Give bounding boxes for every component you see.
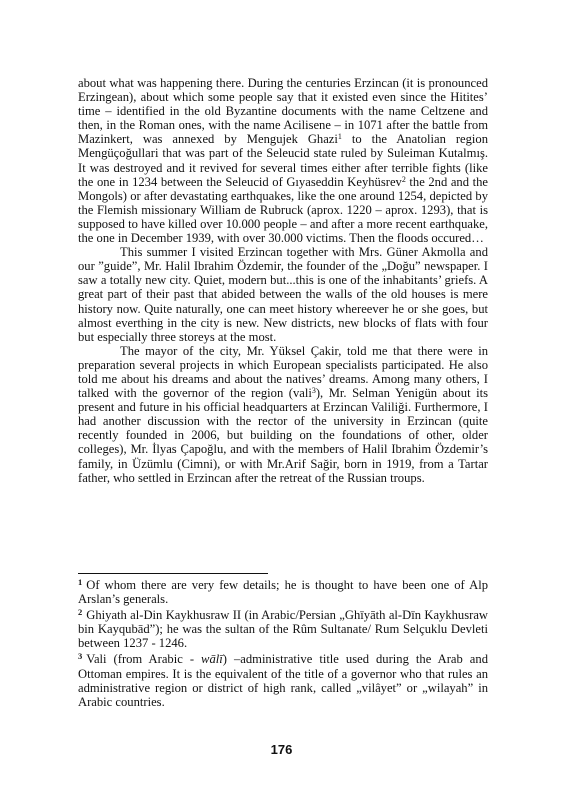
paragraph-1-part-2: to the Anatolian region Mengüçoğullari that was part of the Seleucid state ruled by Suleiman Kutalmış. It was destroyed and it revived for several times either after terrible fights (like the one in 1234 between the Seleucid of Gıyaseddin Keyhüsrev xyxy=(78,132,488,189)
paragraph-1 xyxy=(78,76,488,245)
paragraph-1-part-1: about what was happening there. During the centuries Erzincan (it is pronounced Erzingean), about which some people say that it existed even since the Hitites’ time – identified in the old Byzantine documents with the name Celtzene and then, in the Roman ones, with the name Acilisene – in 1071 after the battle from Mazinkert, was annexed by Mengujek Ghazi xyxy=(78,76,488,147)
footnote-divider xyxy=(78,573,268,574)
paragraph-1-part-3: the 2nd and the Mongols) or after devastating earthquakes, like the one around 1254, depicted by the Flemish missionary William de Rubruck (aprox. 1220 – aprox. 1293), that is supposed to have killed over 10.000 people – and after a more recent earthquake, the one in December 1939, with over 30.000 victims. Then the floods occured… xyxy=(78,174,488,246)
footnote-3-text-2: ) –administrative title used during the Arab and Ottoman empires. It is the equivalent of the title of a governor who that rules an administrative region or district of high rank, called „vilâyet” or „wilayah” in Arabic countries. xyxy=(78,652,488,709)
body-text xyxy=(78,76,488,485)
paragraph-3 xyxy=(78,344,488,485)
paragraph-3-part-2: ), Mr. Selman Yenigün about its present and future in his official headquarters at Erzincan Valiliği. Furthermore, I had another discussion with the rector of the university in Erzincan (quite recently founded in 2006, but building on the foundations of other, older colleges), Mr. İlyas Çapoğlu, and with the members of Halil Ibrahim Özdemir’s family, in Üzümlu (Cimni), or with Mr.Arif Sağir, born in 1919, from a Tartar father, who settled in Erzincan after the retreat of the Russian troups. xyxy=(78,386,488,485)
footnote-ref-3: 3 xyxy=(311,386,316,396)
paragraph-2: This summer I visited Erzincan together with Mrs. Güner Akmolla and our ”guide”, Mr. Halil Ibrahim Özdemir, the founder of the „Doğu” newspaper. I saw a totally new city. Quiet, modern but...this is one of the inhabitants’ griefs. A great part of their past that abided between the walls of the old houses is mere history now. Quite naturally, one can meet history whereever he or she goes, but almost everthing in the city is new. New districts, new blocks of flats with four but especially three storeys at the most. xyxy=(78,245,488,344)
footnotes xyxy=(78,578,488,711)
footnote-1 xyxy=(78,578,488,606)
footnote-1-text: Of whom there are very few details; he is thought to have been one of Alp Arslan’s generals. xyxy=(78,578,488,607)
footnote-3-text-1: Vali (from Arabic - xyxy=(86,652,202,667)
footnote-3-mark: 3 xyxy=(78,651,83,662)
footnote-ref-2: 2 xyxy=(401,174,406,184)
footnote-2-text: Ghiyath al-Din Kaykhusraw II (in Arabic/Persian „Ghīyāth al-Dīn Kaykhusraw bin Kayqubād”); he was the sultan of the Rûm Sultanate/ Rum Selçuklu Devleti between 1237 - 1246. xyxy=(78,608,488,651)
page-number: 176 xyxy=(270,742,293,757)
footnote-2 xyxy=(78,608,488,650)
paragraph-3-part-1: The mayor of the city, Mr. Yüksel Çakir, told me that there were in preparation several projects in which European specialists participated. He also told me about his dreams and about the natives’ dreams. Among many others, I talked with the governor of the region (vali xyxy=(78,343,488,401)
footnote-3 xyxy=(78,652,488,708)
footnote-2-mark: 2 xyxy=(78,607,83,618)
footnote-ref-1: 1 xyxy=(337,132,342,142)
footnote-3-italic: wālī xyxy=(201,652,223,667)
footnote-1-mark: 1 xyxy=(78,577,83,587)
